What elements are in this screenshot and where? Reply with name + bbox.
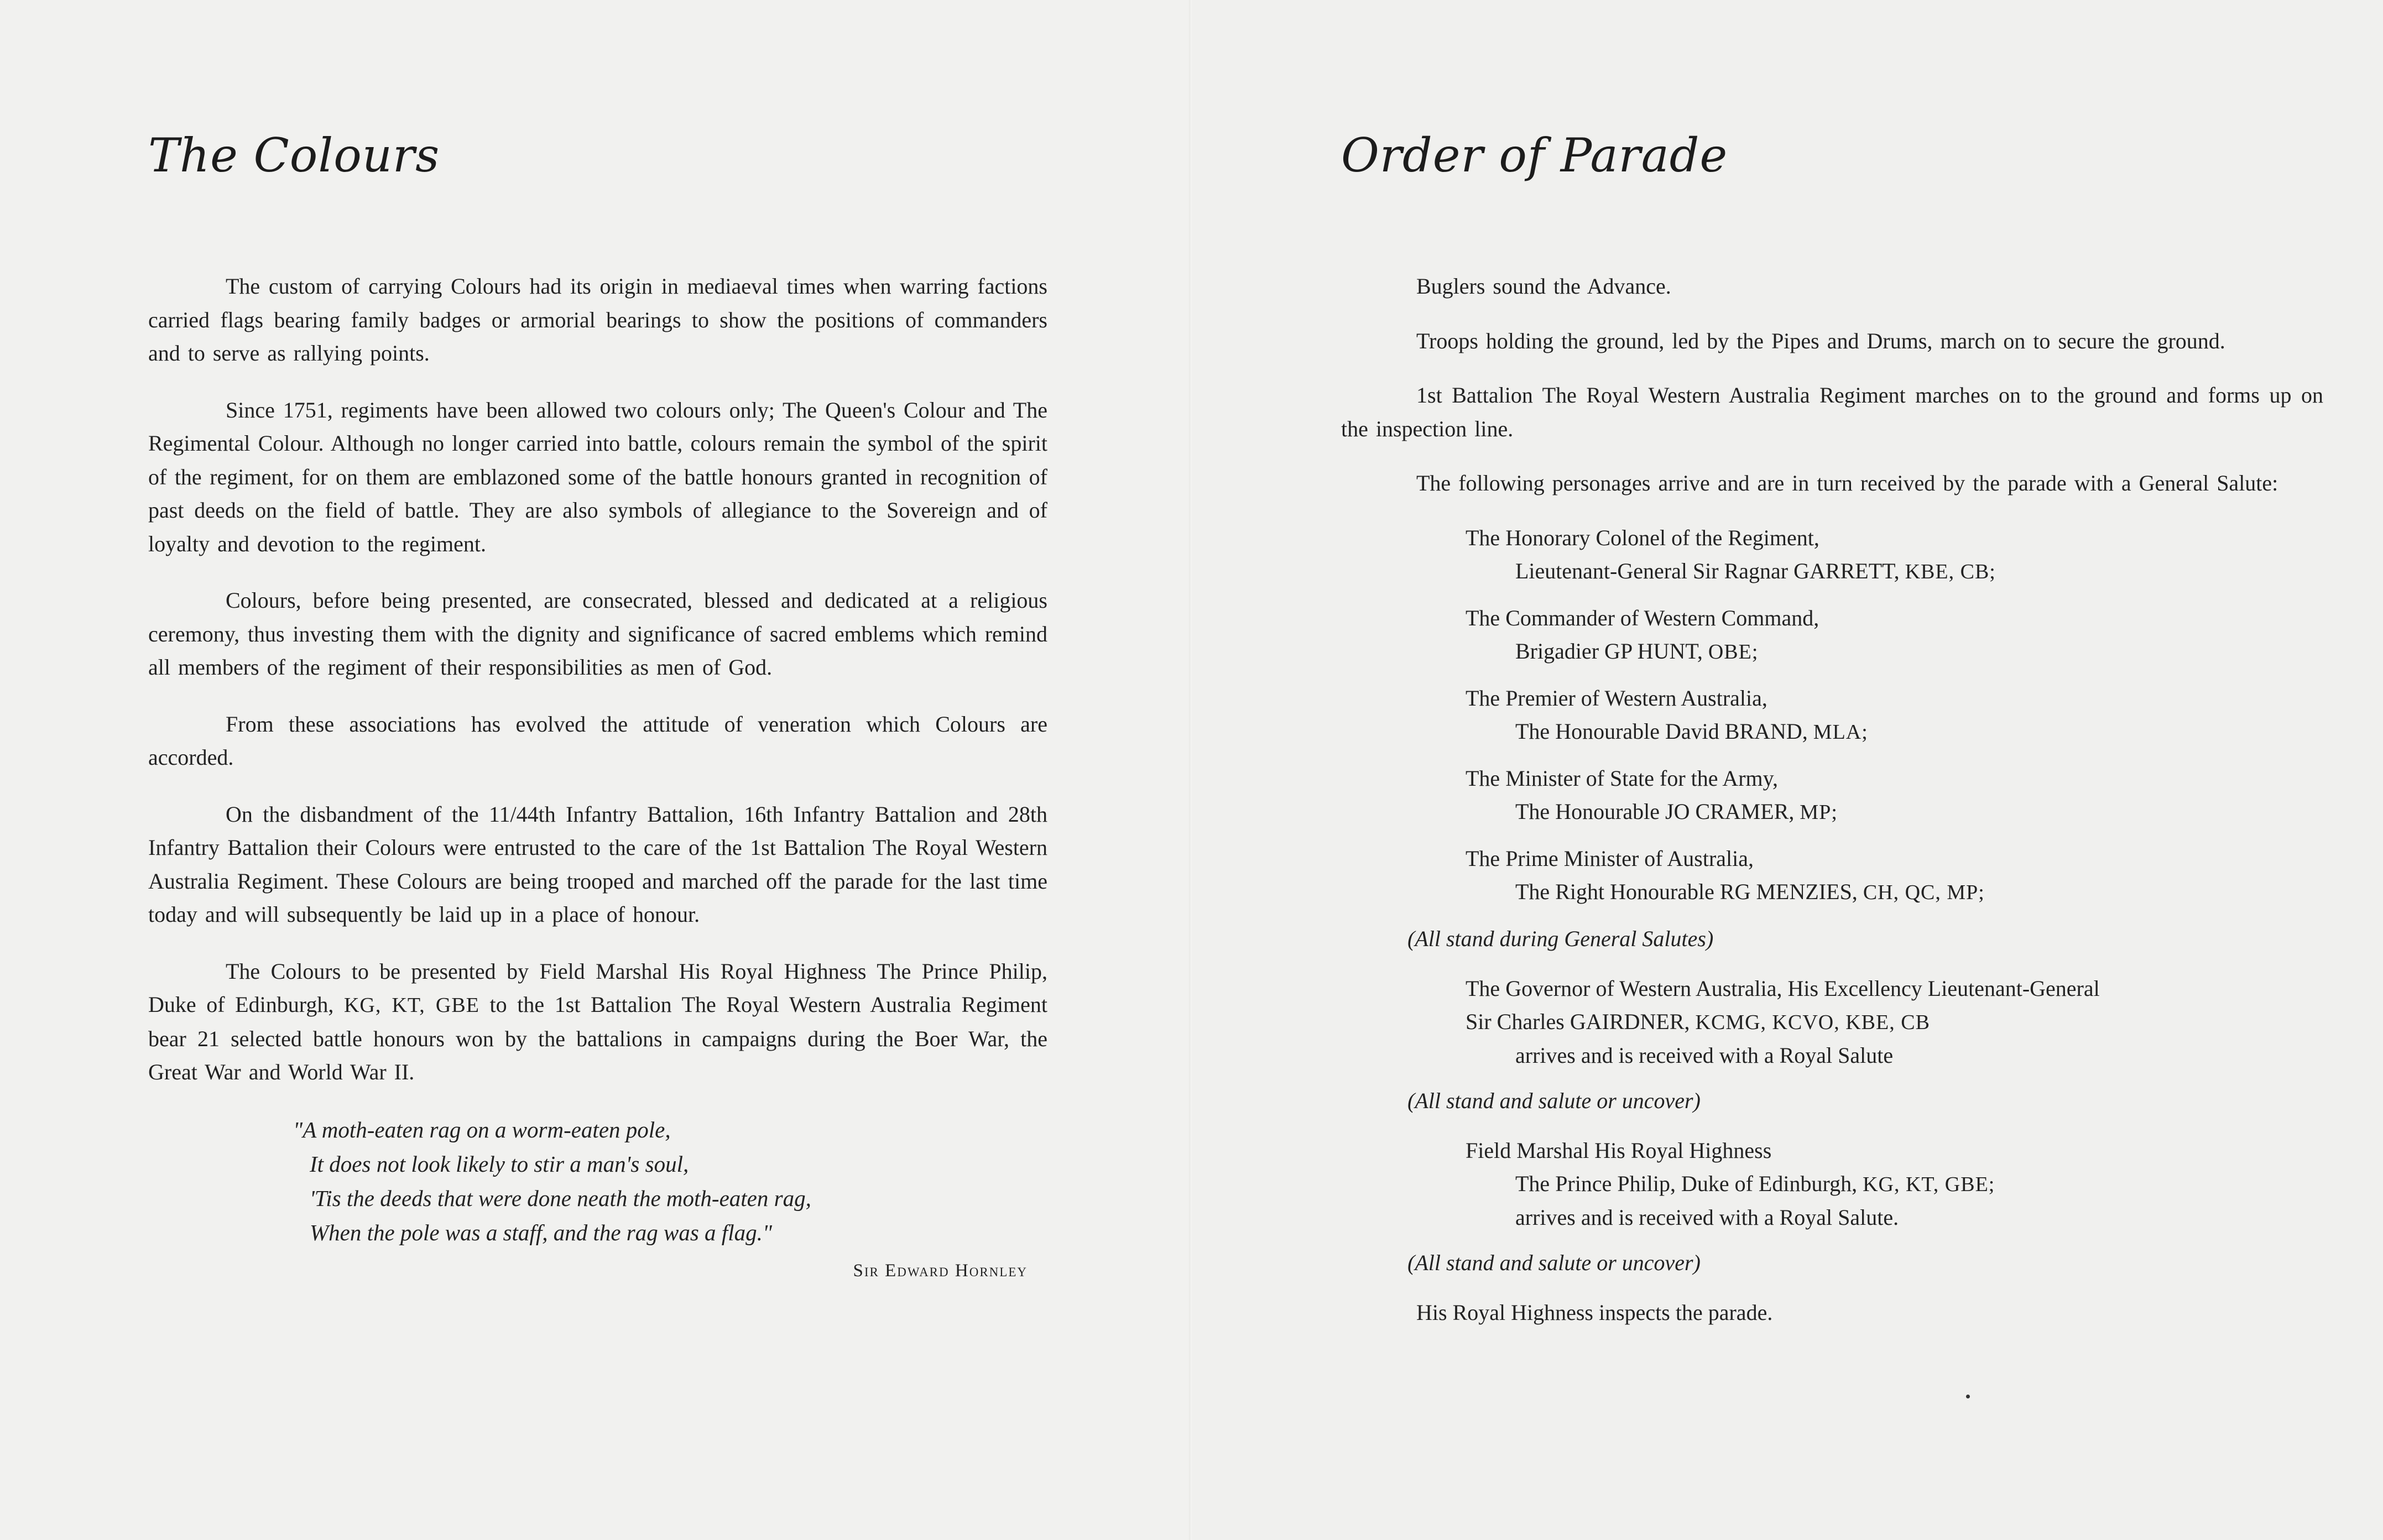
general-salute-note: (All stand during General Salutes) [1407, 926, 1714, 951]
colours-paragraph: From these associations has evolved the attitude of veneration which Colours are accorded. [148, 711, 1047, 770]
inspection-line: His Royal Highness inspects the parade. [1416, 1299, 1773, 1325]
personage-postnominals: MLA; [1813, 720, 1868, 744]
left-page [0, 0, 1191, 1540]
personage-name: The Right Honourable RG MENZIES, [1515, 879, 1858, 904]
personage-name-line [1466, 795, 2323, 829]
governor-arrival-line: arrives and is received with a Royal Salute [1515, 1042, 1894, 1068]
honours-text-before: The Colours to be presented by Field Marshal His Royal Highness The Prince Philip, Duke of Edinburgh, [148, 958, 1047, 1017]
parade-step: 1st Battalion The Royal Western Australia Regiment marches on to the ground and forms up on the inspection line. [1341, 383, 2323, 441]
personage [1341, 762, 2323, 829]
colours-paragraph: Colours, before being presented, are consecrated, blessed and dedicated at a religious ceremony, thus investing them with the dignity and significance of sacred emblems which remind all members of the regiment of their responsibilities as men of God. [148, 588, 1047, 680]
personage [1341, 521, 2323, 588]
royal-salute-note: (All stand and salute or uncover) [1407, 1088, 1701, 1113]
prince-arrival-line: arrives and is received with a Royal Salute. [1515, 1204, 1899, 1230]
personage [1341, 682, 2323, 749]
poem-line: 'Tis the deeds that were done neath the moth-eaten rag, [310, 1185, 811, 1211]
parade-step: The following personages arrive and are in turn received by the parade with a General Salute: [1416, 471, 2278, 495]
honours-postnominals: KG, KT, GBE [343, 994, 479, 1017]
prince-postnominals: KG, KT, GBE; [1863, 1172, 1995, 1196]
personage [1341, 602, 2323, 669]
personage-role: The Minister of State for the Army, [1466, 765, 1779, 791]
personage-name-line [1466, 635, 2323, 669]
governor-postnominals: KCMG, KCVO, KBE, CB [1695, 1010, 1930, 1034]
colours-paragraph: Since 1751, regiments have been allowed two colours only; The Queen's Colour and The Regimental Colour. Although no longer carried into battle, colours remain the symbol of the spirit of the regiment, for on them are emblazoned some of the battle honours granted in recognition of past deeds on the field of battle. They are also symbols of allegiance to the Sovereign and of loyalty and devotion to the regiment. [148, 397, 1047, 556]
ink-speck [1966, 1395, 1970, 1398]
personage-role: The Prime Minister of Australia, [1466, 845, 1754, 871]
parade-step: Troops holding the ground, led by the Pipes and Drums, march on to secure the ground. [1416, 328, 2225, 353]
prince-arrival [1341, 1134, 2323, 1234]
royal-salute-note: (All stand and salute or uncover) [1407, 1250, 1701, 1275]
governor-name-line [1466, 1005, 2323, 1039]
poem-line: "A moth-eaten rag on a worm-eaten pole, [293, 1116, 671, 1142]
colours-title: The Colours [148, 128, 440, 182]
personage [1341, 842, 2323, 909]
personage-name: Lieutenant-General Sir Ragnar GARRETT, [1515, 558, 1900, 583]
right-page [1192, 0, 2383, 1540]
colours-paragraph: On the disbandment of the 11/44th Infantry Battalion, 16th Infantry Battalion and 28th Infantry Battalion their Colours were entrusted to the care of the 1st Battalion The Royal Western Australia Regiment. These Colours are being trooped and marched off the parade for the last time today and will subsequently be laid up in a place of honour. [148, 801, 1047, 927]
personage-postnominals: KBE, CB; [1905, 560, 1996, 583]
personage-role: The Honorary Colonel of the Regiment, [1466, 525, 1819, 550]
governor-line: The Governor of Western Australia, His Excellency Lieutenant-General [1466, 975, 2100, 1001]
personage-role: The Premier of Western Australia, [1466, 685, 1767, 711]
personage-name-line [1466, 875, 2323, 909]
personage-postnominals: CH, QC, MP; [1863, 880, 1985, 904]
governor-name: Sir Charles GAIRDNER, [1466, 1009, 1690, 1034]
personage-postnominals: MP; [1800, 800, 1838, 824]
prince-name: The Prince Philip, Duke of Edinburgh, [1515, 1171, 1858, 1196]
colours-body [148, 270, 1047, 1281]
prince-line: Field Marshal His Royal Highness [1466, 1137, 1772, 1163]
personage-role: The Commander of Western Command, [1466, 605, 1819, 630]
poem-attribution: Sir Edward Hornley [853, 1260, 1028, 1281]
personage-name-line [1466, 715, 2323, 749]
prince-name-line [1466, 1167, 2323, 1201]
poem-line: It does not look likely to stir a man's soul, [310, 1151, 689, 1177]
parade-step: Buglers sound the Advance. [1416, 274, 1671, 299]
honours-text-after: to the 1st Battalion The Royal Western Australia Regiment bear 21 selected battle honours won by the battalions in campaigns during the Boer War, the Great War and World War II. [148, 992, 1048, 1084]
personage-name: The Honourable David BRAND, [1515, 718, 1808, 744]
poem-line: When the pole was a staff, and the rag was a flag." [310, 1219, 773, 1245]
poem [148, 1113, 1047, 1281]
personage-name: The Honourable JO CRAMER, [1515, 798, 1795, 824]
order-of-parade-title: Order of Parade [1341, 128, 1728, 182]
governor-arrival [1341, 972, 2323, 1072]
parade-body [1341, 270, 2323, 1329]
colours-paragraph: The custom of carrying Colours had its origin in mediaeval times when warring factions carried flags bearing family badges or armorial bearings to show the positions of commanders and to serve as rallying points. [148, 274, 1047, 366]
personage-name: Brigadier GP HUNT, [1515, 638, 1703, 664]
personage-name-line [1466, 555, 2323, 588]
personage-postnominals: OBE; [1708, 640, 1759, 664]
colours-paragraph-honours [148, 955, 1047, 1089]
